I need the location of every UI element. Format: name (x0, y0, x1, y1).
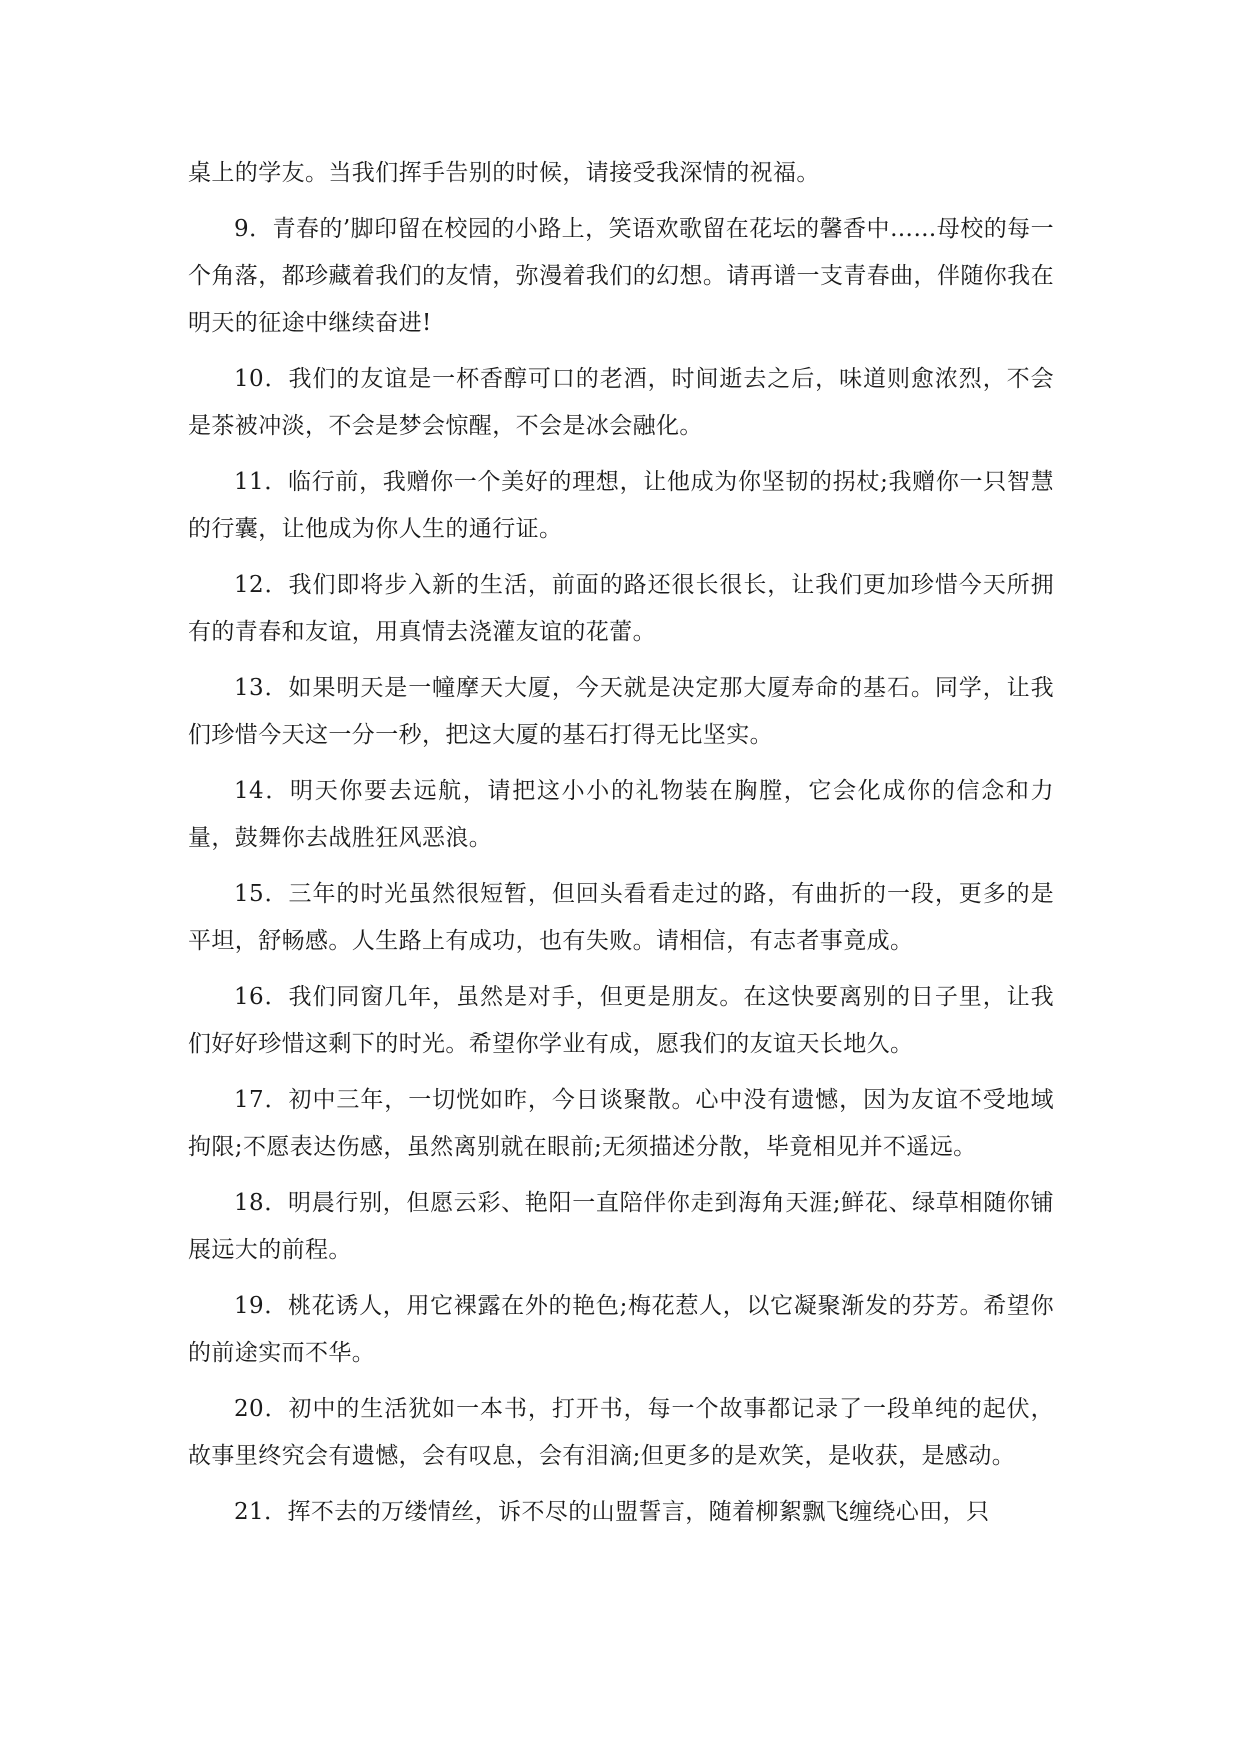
paragraph-item-20: 20．初中的生活犹如一本书，打开书，每一个故事都记录了一段单纯的起伏，故事里终究会有遗憾，会有叹息，会有泪滴;但更多的是欢笑，是收获，是感动。 (188, 1396, 1054, 1469)
paragraph-item-17: 17．初中三年，一切恍如昨，今日谈聚散。心中没有遗憾，因为友谊不受地域拘限;不愿表达伤感，虽然离别就在眼前;无须描述分散，毕竟相见并不遥远。 (188, 1087, 1054, 1160)
paragraph-item-13: 13．如果明天是一幢摩天大厦，今天就是决定那大厦寿命的基石。同学，让我们珍惜今天这一分一秒，把这大厦的基石打得无比坚实。 (188, 675, 1054, 748)
paragraph-item-14: 14．明天你要去远航，请把这小小的礼物装在胸膛，它会化成你的信念和力量，鼓舞你去战胜狂风恶浪。 (188, 778, 1054, 851)
paragraph-item-21: 21．挥不去的万缕情丝，诉不尽的山盟誓言，随着柳絮飘飞缠绕心田，只 (234, 1499, 990, 1525)
paragraph-item-18: 18．明晨行别，但愿云彩、艳阳一直陪伴你走到海角天涯;鲜花、绿草相随你铺展远大的前程。 (188, 1190, 1054, 1263)
paragraph-continued: 桌上的学友。当我们挥手告别的时候，请接受我深情的祝福。 (188, 160, 820, 186)
document-body (188, 150, 1054, 1545)
paragraph-item-10: 10．我们的友谊是一杯香醇可口的老酒，时间逝去之后，味道则愈浓烈，不会是茶被冲淡，不会是梦会惊醒，不会是冰会融化。 (188, 366, 1054, 439)
paragraph-item-15: 15．三年的时光虽然很短暂，但回头看看走过的路，有曲折的一段，更多的是平坦，舒畅感。人生路上有成功，也有失败。请相信，有志者事竟成。 (188, 881, 1054, 954)
paragraph-item-11: 11．临行前，我赠你一个美好的理想，让他成为你坚韧的拐杖;我赠你一只智慧的行囊，让他成为你人生的通行证。 (188, 469, 1054, 542)
paragraph-item-19: 19．桃花诱人，用它裸露在外的艳色;梅花惹人，以它凝聚渐发的芬芳。希望你的前途实而不华。 (188, 1293, 1054, 1366)
paragraph-item-9: 9．青春的’脚印留在校园的小路上，笑语欢歌留在花坛的馨香中……母校的每一个角落，都珍藏着我们的友情，弥漫着我们的幻想。请再谱一支青春曲，伴随你我在明天的征途中继续奋进! (188, 216, 1054, 336)
paragraph-item-16: 16．我们同窗几年，虽然是对手，但更是朋友。在这快要离别的日子里，让我们好好珍惜这剩下的时光。希望你学业有成，愿我们的友谊天长地久。 (188, 984, 1054, 1057)
paragraph-item-12: 12．我们即将步入新的生活，前面的路还很长很长，让我们更加珍惜今天所拥有的青春和友谊，用真情去浇灌友谊的花蕾。 (188, 572, 1054, 645)
